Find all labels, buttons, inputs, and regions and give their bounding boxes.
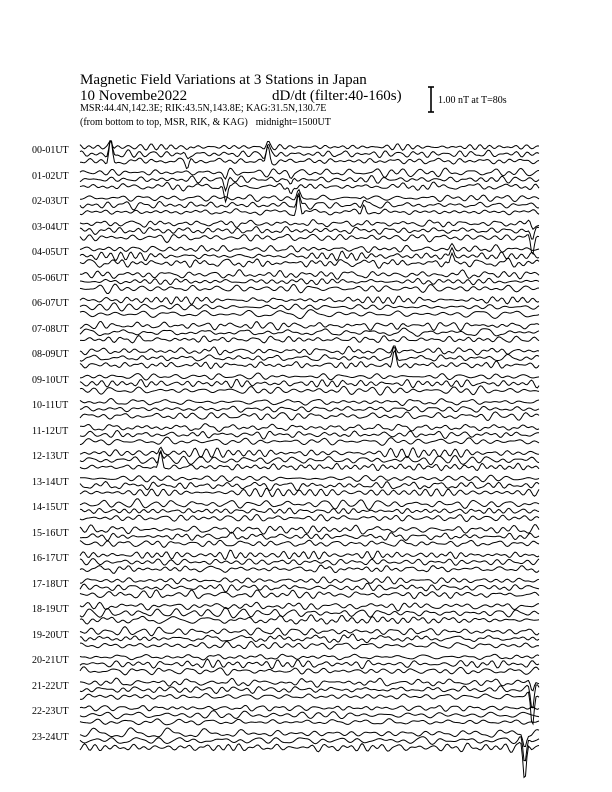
trace-MSR-11-12UT: [80, 437, 539, 445]
trace-MSR-06-07UT: [80, 310, 539, 319]
trace-RIK-14-15UT: [80, 508, 539, 514]
trace-MSR-13-14UT: [80, 488, 539, 496]
hour-label-14-15UT: 14-15UT: [32, 502, 69, 513]
trace-MSR-22-23UT: [80, 719, 539, 725]
trace-RIK-09-10UT: [80, 380, 539, 388]
trace-RIK-10-11UT: [80, 406, 539, 412]
trace-KAG-11-12UT: [80, 424, 539, 432]
hour-label-01-02UT: 01-02UT: [32, 170, 69, 182]
hour-label-23-24UT: 23-24UT: [32, 731, 69, 743]
trace-MSR-18-19UT: [80, 615, 539, 624]
trace-KAG-14-15UT: [80, 499, 539, 510]
trace-RIK-07-08UT: [80, 328, 539, 336]
scale-bar: [428, 87, 434, 112]
trace-KAG-06-07UT: [80, 296, 539, 304]
hour-label-03-04UT: 03-04UT: [32, 221, 69, 233]
trace-RIK-19-20UT: [80, 634, 539, 643]
trace-MSR-19-20UT: [80, 641, 539, 649]
trace-KAG-23-24UT: [80, 728, 539, 747]
trace-MSR-07-08UT: [80, 336, 539, 343]
trace-KAG-07-08UT: [80, 321, 539, 330]
trace-MSR-16-17UT: [80, 565, 539, 573]
trace-KAG-16-17UT: [80, 550, 539, 559]
trace-RIK-00-01UT: [80, 141, 539, 159]
hour-label-06-07UT: 06-07UT: [32, 298, 69, 309]
hour-label-16-17UT: 16-17UT: [32, 553, 69, 564]
trace-KAG-09-10UT: [80, 373, 539, 380]
trace-RIK-23-24UT: [80, 737, 539, 761]
chart-date: 10 Novembe2022: [80, 88, 188, 104]
hour-label-12-13UT: 12-13UT: [32, 451, 69, 462]
hour-label-19-20UT: 19-20UT: [32, 629, 69, 641]
hour-label-10-11UT: 10-11UT: [32, 400, 69, 411]
trace-KAG-05-06UT: [80, 270, 539, 279]
trace-KAG-19-20UT: [80, 627, 539, 636]
trace-RIK-17-18UT: [80, 583, 539, 592]
trace-RIK-20-21UT: [80, 659, 539, 669]
station-order-text: (from bottom to top, MSR, RIK, & KAG): [80, 117, 248, 128]
trace-RIK-01-02UT: [80, 176, 539, 191]
hour-label-00-01UT: 00-01UT: [32, 145, 69, 156]
trace-KAG-20-21UT: [80, 654, 539, 660]
trace-KAG-01-02UT: [80, 168, 539, 179]
trace-KAG-13-14UT: [80, 475, 539, 482]
trace-group: [80, 141, 539, 778]
trace-KAG-08-09UT: [80, 346, 539, 355]
trace-KAG-22-23UT: [80, 705, 539, 711]
hour-label-20-21UT: 20-21UT: [32, 655, 69, 666]
trace-KAG-02-03UT: [80, 190, 539, 202]
trace-KAG-04-05UT: [80, 244, 539, 253]
midnight-note: midnight=1500UT: [255, 117, 331, 128]
trace-RIK-15-16UT: [80, 532, 539, 541]
trace-KAG-10-11UT: [80, 399, 539, 406]
trace-RIK-05-06UT: [80, 278, 539, 285]
hour-label-21-22UT: 21-22UT: [32, 680, 69, 692]
hour-label-15-16UT: 15-16UT: [32, 527, 69, 539]
hour-label-11-12UT: 11-12UT: [32, 425, 69, 437]
station-coordinates: MSR:44.4N,142.3E; RIK:43.5N,143.8E; KAG:31.5N,130.7E: [80, 103, 327, 114]
component-label: dD/dt (filter:40-160s): [272, 88, 402, 104]
hour-label-02-03UT: 02-03UT: [32, 196, 69, 207]
hour-label-09-10UT: 09-10UT: [32, 374, 69, 386]
hour-label-08-09UT: 08-09UT: [32, 349, 69, 360]
hour-label-07-08UT: 07-08UT: [32, 323, 69, 335]
trace-MSR-10-11UT: [80, 412, 539, 421]
trace-KAG-15-16UT: [80, 525, 539, 535]
trace-MSR-14-15UT: [80, 514, 539, 521]
trace-MSR-23-24UT: [80, 742, 539, 777]
trace-MSR-15-16UT: [80, 540, 539, 547]
trace-MSR-05-06UT: [80, 284, 539, 293]
trace-KAG-17-18UT: [80, 577, 539, 584]
hour-label-22-23UT: 22-23UT: [32, 706, 69, 717]
scale-bar-label: 1.00 nT at T=80s: [438, 95, 507, 106]
hour-label-18-19UT: 18-19UT: [32, 604, 69, 615]
trace-RIK-22-23UT: [80, 711, 539, 719]
hour-label-13-14UT: 13-14UT: [32, 476, 69, 488]
chart-title: Magnetic Field Variations at 3 Stations in Japan: [80, 72, 367, 88]
hour-label-05-06UT: 05-06UT: [32, 272, 69, 284]
hour-label-04-05UT: 04-05UT: [32, 247, 69, 258]
trace-KAG-18-19UT: [80, 602, 539, 611]
trace-KAG-00-01UT: [80, 141, 539, 150]
trace-MSR-09-10UT: [80, 386, 539, 395]
trace-MSR-21-22UT: [80, 692, 539, 724]
trace-MSR-20-21UT: [80, 667, 539, 675]
trace-MSR-17-18UT: [80, 590, 539, 599]
trace-RIK-16-17UT: [80, 559, 539, 566]
trace-KAG-12-13UT: [80, 447, 539, 457]
hour-label-17-18UT: 17-18UT: [32, 578, 69, 590]
